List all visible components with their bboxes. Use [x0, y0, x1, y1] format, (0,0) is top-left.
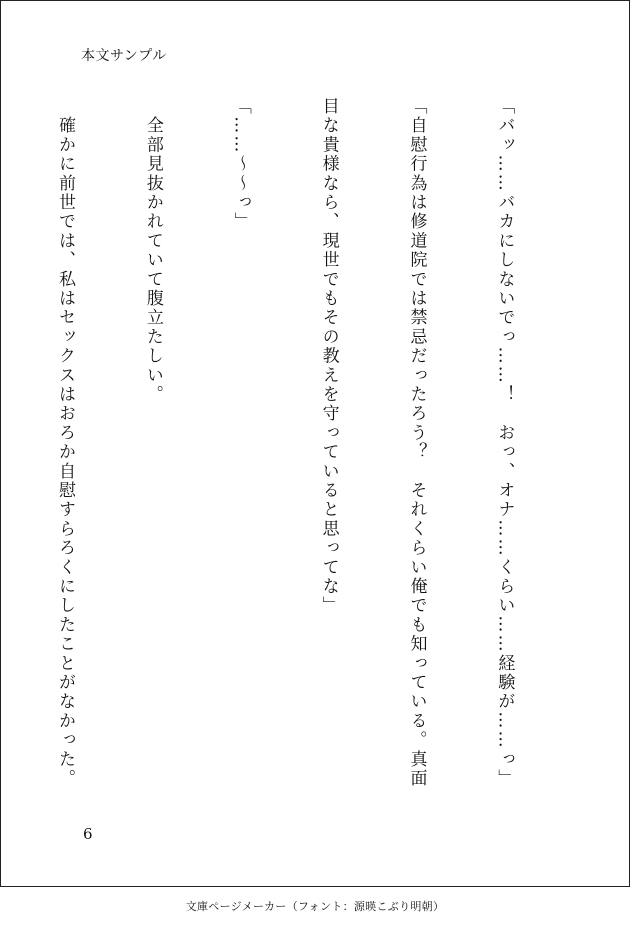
page-header-title: 本文サンプル [81, 48, 167, 64]
footer-caption: 文庫ページメーカー（フォント：源暎こぶり明朝） [185, 900, 445, 913]
text-line-1: 「バッ……バカにしないでっ……！ おっ、オナ……くらい……経験が……っ」 [494, 97, 515, 789]
vertical-body-text [0, 97, 577, 817]
text-line-3: 目な貴様なら、現世でもその教えを守っていると思ってな」 [318, 97, 339, 616]
page-number: 6 [83, 825, 93, 843]
text-line-2: 「自慰行為は修道院では禁忌だったろう？ それくらい俺でも知っている。真面 [406, 97, 427, 789]
text-line-5: 全部見抜かれていて腹立たしい。 [142, 97, 163, 405]
text-line-4: 「……〜〜っ」 [230, 97, 251, 232]
text-line-6: 確かに前世では、私はセックスはおろか自慰すらろくにしたことがなかった。 [54, 97, 75, 789]
